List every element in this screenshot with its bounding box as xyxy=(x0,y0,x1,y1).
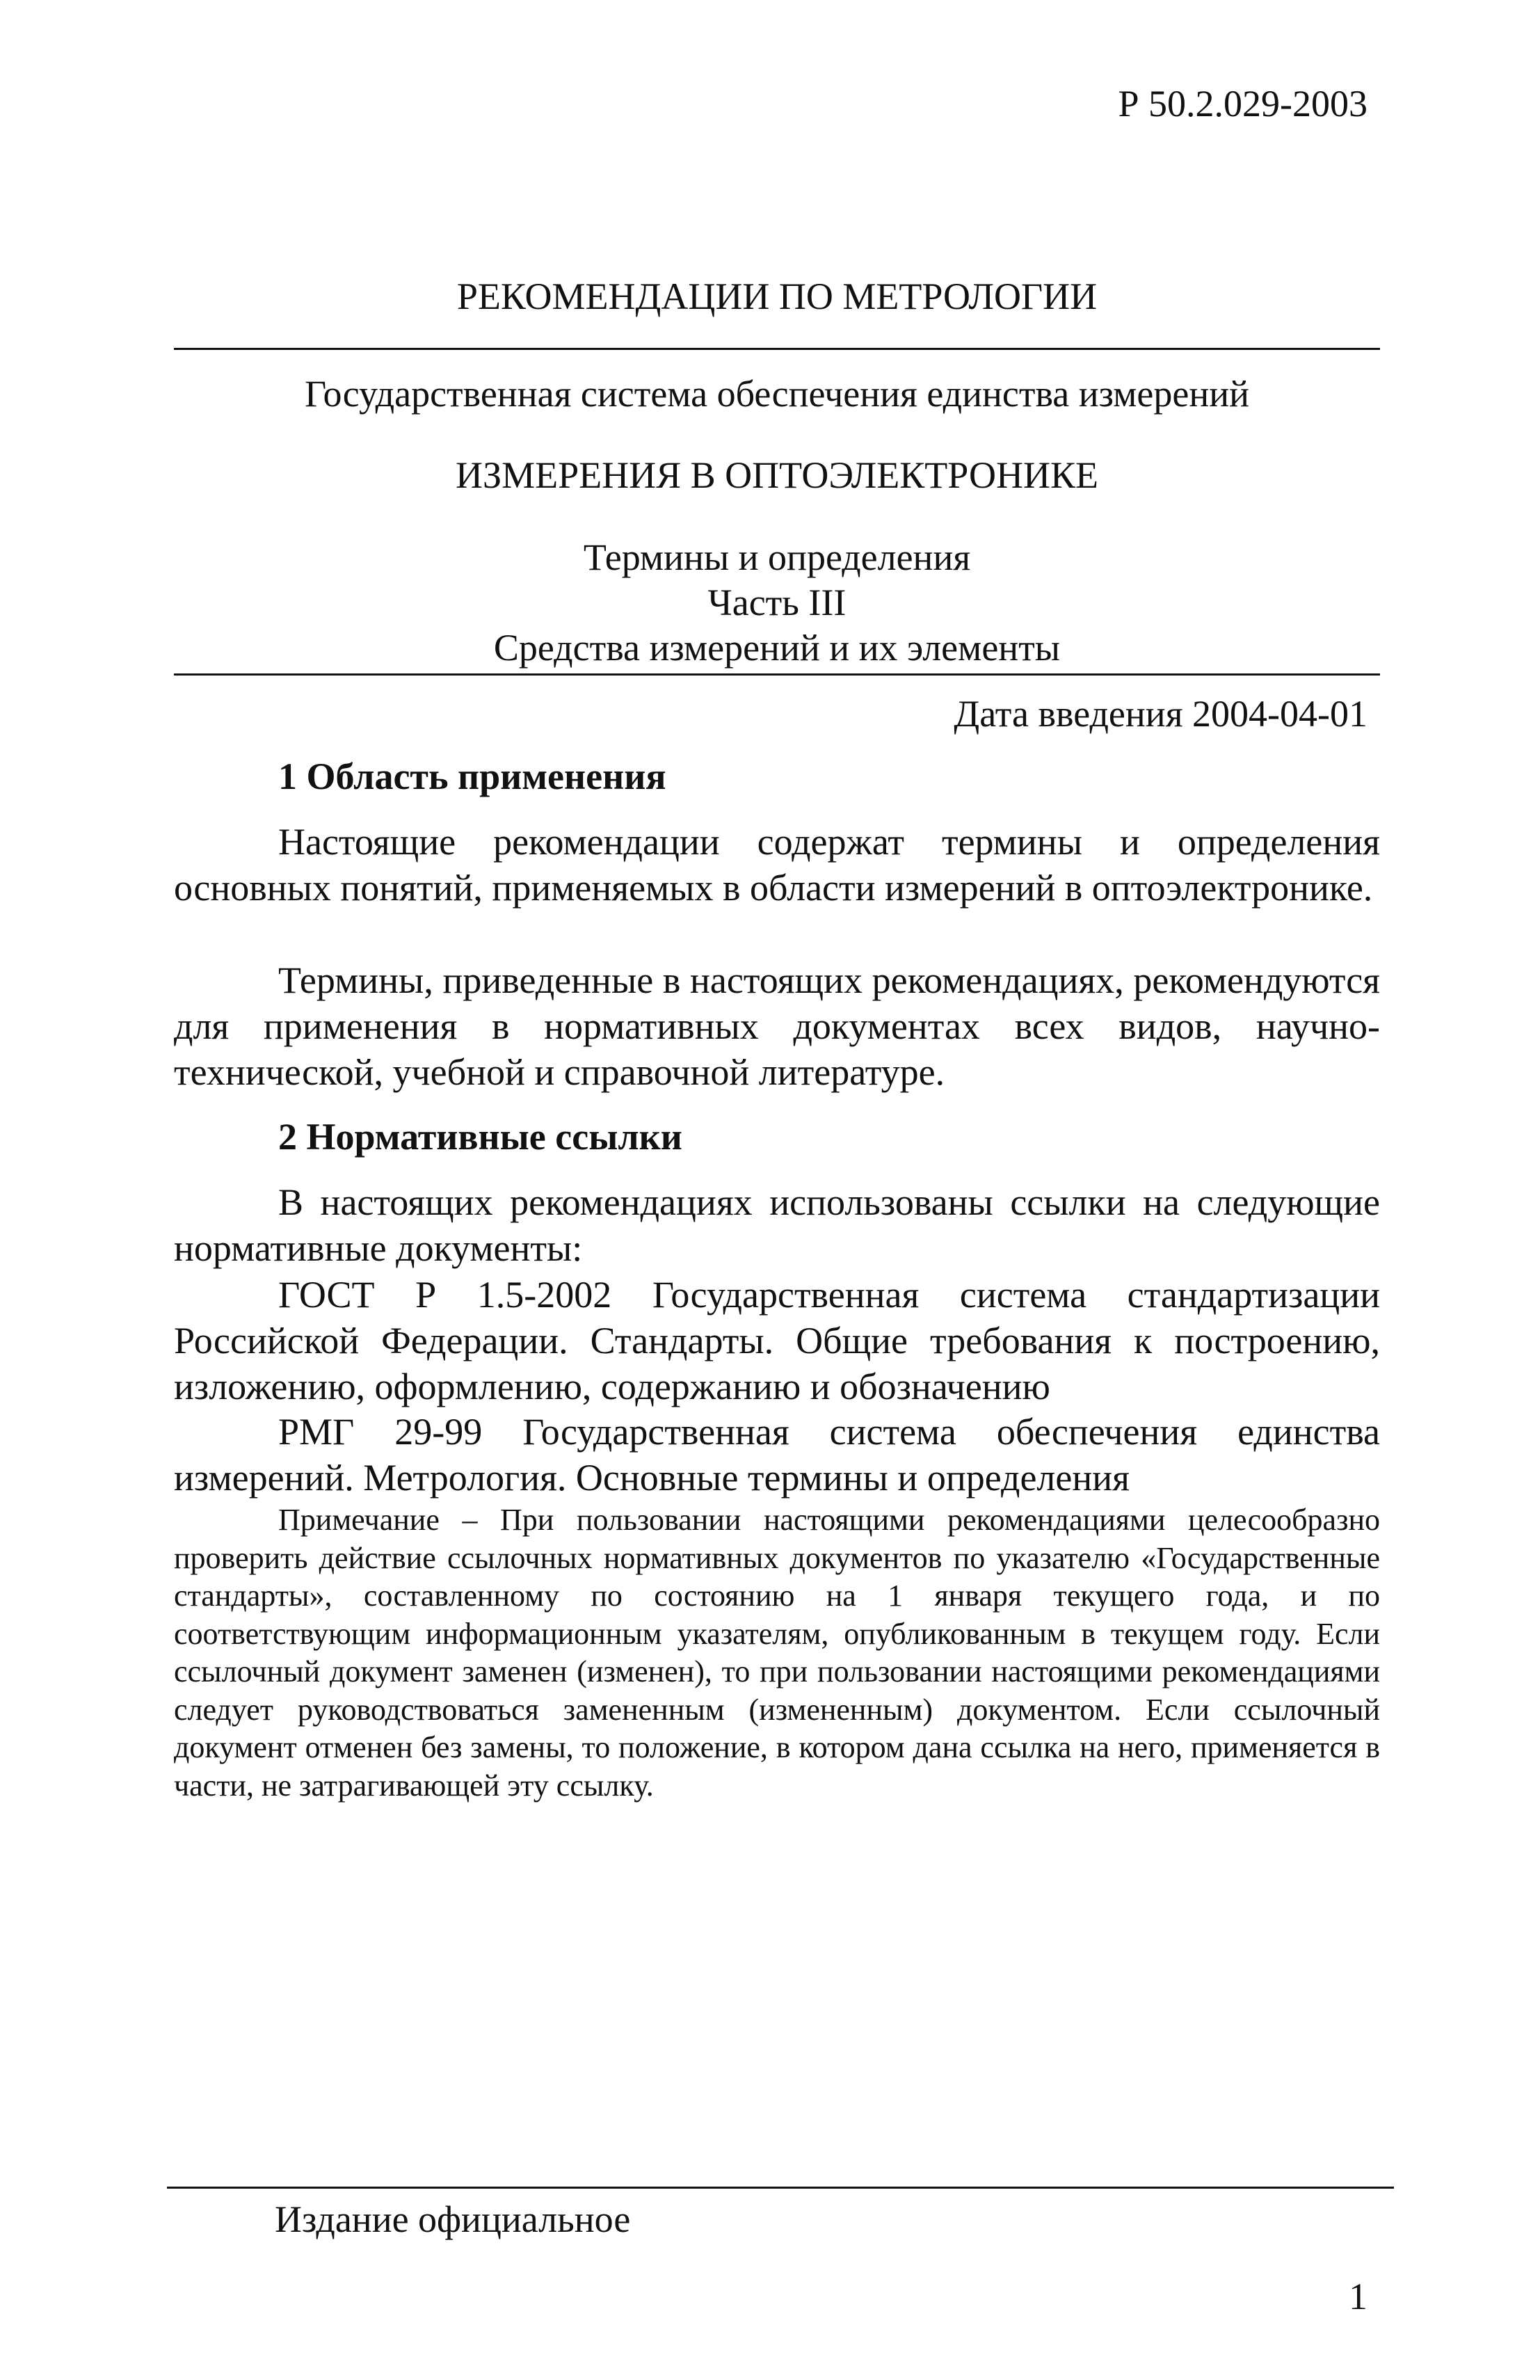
section-2-heading: 2 Нормативные ссылки xyxy=(278,1116,682,1158)
document-code: Р 50.2.029-2003 xyxy=(1118,83,1367,125)
section-1-heading: 1 Область применения xyxy=(278,756,666,797)
reference-gost: ГОСТ Р 1.5-2002 Государственная система стандартизации Российской Федерации. Стандарты. Общие требования к построению, изложению, оформлению, содержанию и обозначению xyxy=(174,1274,1380,1407)
footer-divider xyxy=(167,2187,1394,2189)
subtitle-terms: Термины и определения xyxy=(583,536,971,578)
edition-label: Издание официальное xyxy=(275,2198,631,2240)
system-name: Государственная система обеспечения единства измерений xyxy=(304,373,1250,415)
title-divider-top xyxy=(174,348,1380,350)
section-1-paragraph-1: Настоящие рекомендации содержат термины и определения основных понятий, применяемых в области измерений в оптоэлектронике. xyxy=(174,821,1380,909)
page-number: 1 xyxy=(1349,2276,1367,2317)
introduction-date: Дата введения 2004-04-01 xyxy=(954,693,1367,735)
note-paragraph: Примечание – При пользовании настоящими рекомендациями целесообразно проверить действие ссылочных нормативных документов по указателю «Государственные стандарты», составленному по состоянию на 1 января текущего года, и по соответствующим информационным указателям, опубликованным в текущем году. Если ссылочный документ заменен (изменен), то при пользовании настоящими рекомендациями следует руководствоваться замененным (измененным) документом. Если ссылочный документ отменен без замены, то положение, в котором дана ссылка на него, применяется в части, не затрагивающей эту ссылку. xyxy=(174,1503,1380,1803)
subtitle-part: Часть III xyxy=(707,582,847,623)
title-divider-bottom xyxy=(174,673,1380,676)
standard-title: ИЗМЕРЕНИЯ В ОПТОЭЛЕКТРОНИКЕ xyxy=(456,454,1098,496)
section-1-paragraph-2: Термины, приведенные в настоящих рекомендациях, рекомендуются для применения в нормативных документах всех видов, научно-технической, учебной и справочной литературе. xyxy=(174,959,1380,1093)
section-2-paragraph-1: В настоящих рекомендациях использованы ссылки на следующие нормативные документы: xyxy=(174,1181,1380,1269)
subtitle-instruments: Средства измерений и их элементы xyxy=(493,627,1061,669)
document-category: РЕКОМЕНДАЦИИ ПО МЕТРОЛОГИИ xyxy=(456,275,1098,317)
reference-rmg: РМГ 29-99 Государственная система обеспечения единства измерений. Метрология. Основные термины и определения xyxy=(174,1411,1380,1499)
